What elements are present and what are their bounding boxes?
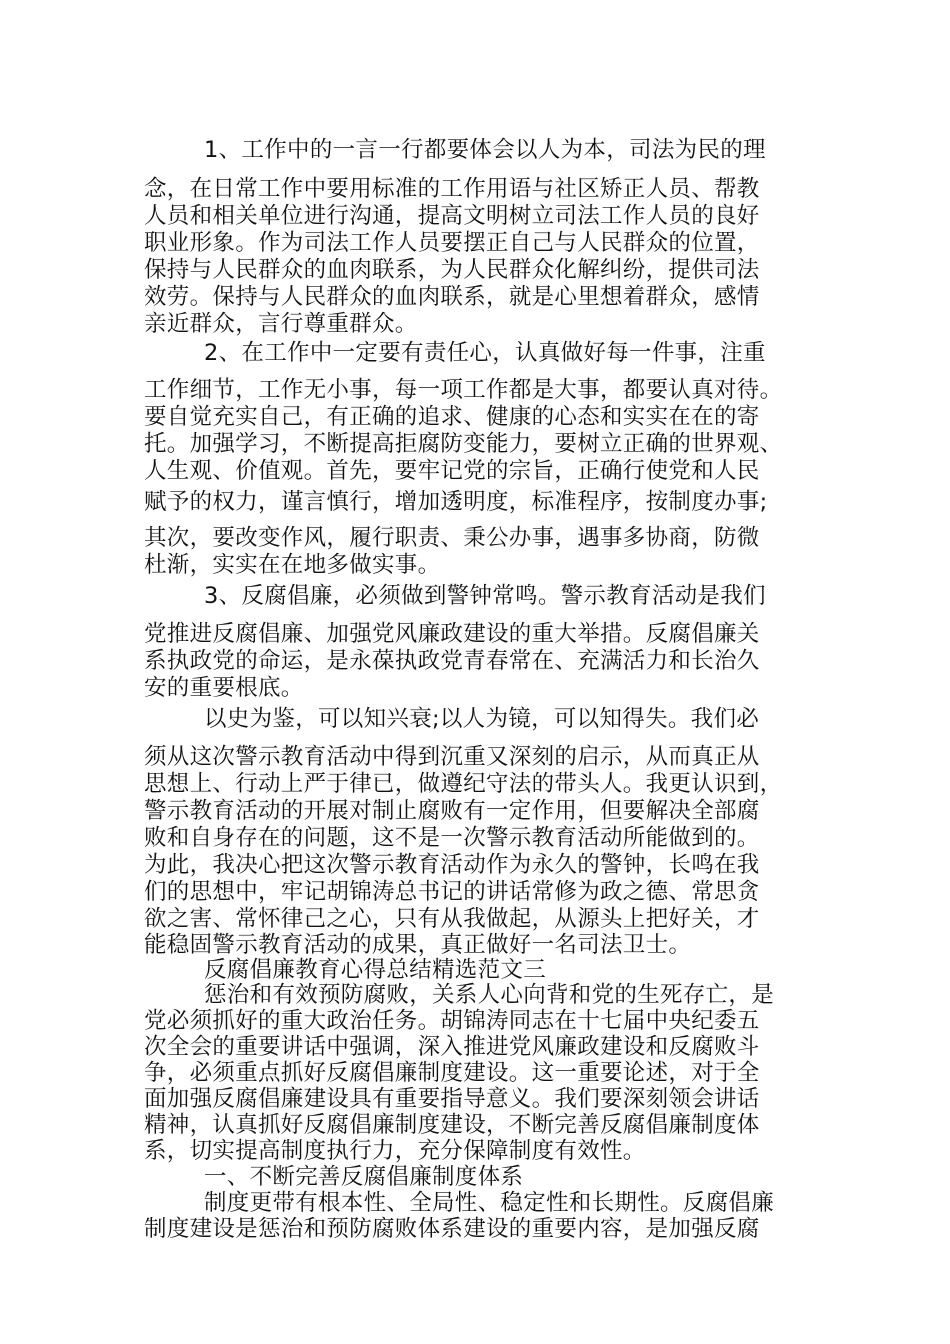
text-line: 次全会的重要讲话中强调，深入推进党风廉政建设和反腐败斗: [144, 1034, 760, 1060]
text-line: 杜渐，实实在在地多做实事。: [144, 552, 441, 578]
text-line: 职业形象。作为司法工作人员要摆正自己与人民群众的位置，: [144, 230, 760, 256]
text-line: 效劳。保持与人民群众的血肉联系，就是心里想着群众，感情: [144, 284, 760, 310]
text-line: 安的重要根底。: [144, 675, 304, 701]
text-line: 念，在日常工作中要用标准的工作用语与社区矫正人员、帮教: [144, 176, 760, 202]
text-line: 亲近群众，言行尊重群众。: [144, 311, 418, 337]
text-line: 以史为鉴，可以知兴衰;以人为镜，可以知得失。我们必: [204, 706, 760, 732]
text-line: 赋予的权力，谨言慎行，增加透明度，标准程序，按制度办事;: [144, 489, 768, 515]
text-line: 系执政党的命运，是永葆执政党青春常在、充满活力和长治久: [144, 648, 760, 674]
text-line: 思想上、行动上严于律已，做遵纪守法的带头人。我更认识到，: [144, 771, 783, 797]
text-line: 能稳固警示教育活动的成果，真正做好一名司法卫士。: [144, 932, 692, 958]
text-line: 人生观、价值观。首先，要牢记党的宗旨，正确行使党和人民: [144, 458, 760, 484]
text-line: 系，切实提高制度执行力，充分保障制度有效性。: [144, 1138, 646, 1164]
text-line: 须从这次警示教育活动中得到沉重又深刻的启示，从而真正从: [144, 744, 760, 770]
text-line: 制度建设是惩治和预防腐败体系建设的重要内容，是加强反腐: [144, 1216, 760, 1242]
section-heading: 一、不断完善反腐倡廉制度体系: [204, 1164, 524, 1190]
text-line: 制度更带有根本性、全局性、稳定性和长期性。反腐倡廉: [204, 1190, 775, 1216]
text-line: 托。加强学习，不断提高拒腐防变能力，要树立正确的世界观、: [144, 431, 783, 457]
text-line: 其次，要改变作风，履行职责、秉公办事，遇事多协商，防微: [144, 525, 760, 551]
text-line: 党必须抓好的重大政治任务。胡锦涛同志在十七届中央纪委五: [144, 1008, 760, 1034]
text-line: 2、在工作中一定要有责任心，认真做好每一件事，注重: [204, 340, 766, 366]
text-line: 欲之害、常怀律己之心，只有从我做起，从源头上把好关，才: [144, 906, 760, 932]
text-line: 工作细节，工作无小事，每一项工作都是大事，都要认真对待。: [144, 377, 783, 403]
text-line: 们的思想中，牢记胡锦涛总书记的讲话常修为政之德、常思贪: [144, 879, 760, 905]
text-line: 保持与人民群众的血肉联系，为人民群众化解纠纷，提供司法: [144, 257, 760, 283]
text-line: 精神，认真抓好反腐倡廉制度建设，不断完善反腐倡廉制度体: [144, 1112, 760, 1138]
text-line: 败和自身存在的问题，这不是一次警示教育活动所能做到的。: [144, 825, 760, 851]
text-line: 人员和相关单位进行沟通，提高文明树立司法工作人员的良好: [144, 203, 760, 229]
text-line: 1、工作中的一言一行都要体会以人为本，司法为民的理: [204, 137, 766, 163]
text-line: 惩治和有效预防腐败，关系人心向背和党的生死存亡，是: [204, 982, 775, 1008]
text-line: 党推进反腐倡廉、加强党风廉政建设的重大举措。反腐倡廉关: [144, 621, 760, 647]
text-line: 争，必须重点抓好反腐倡廉制度建设。这一重要论述，对于全: [144, 1060, 760, 1086]
section-heading: 反腐倡廉教育心得总结精选范文三: [204, 957, 547, 983]
text-line: 为此，我决心把这次警示教育活动作为永久的警钟，长鸣在我: [144, 852, 760, 878]
text-line: 面加强反腐倡廉建设具有重要指导意义。我们要深刻领会讲话: [144, 1086, 760, 1112]
text-line: 要自觉充实自己，有正确的追求、健康的心态和实实在在的寄: [144, 404, 760, 430]
text-line: 3、反腐倡廉，必须做到警钟常鸣。警示教育活动是我们: [204, 583, 766, 609]
text-line: 警示教育活动的开展对制止腐败有一定作用，但要解决全部腐: [144, 798, 760, 824]
